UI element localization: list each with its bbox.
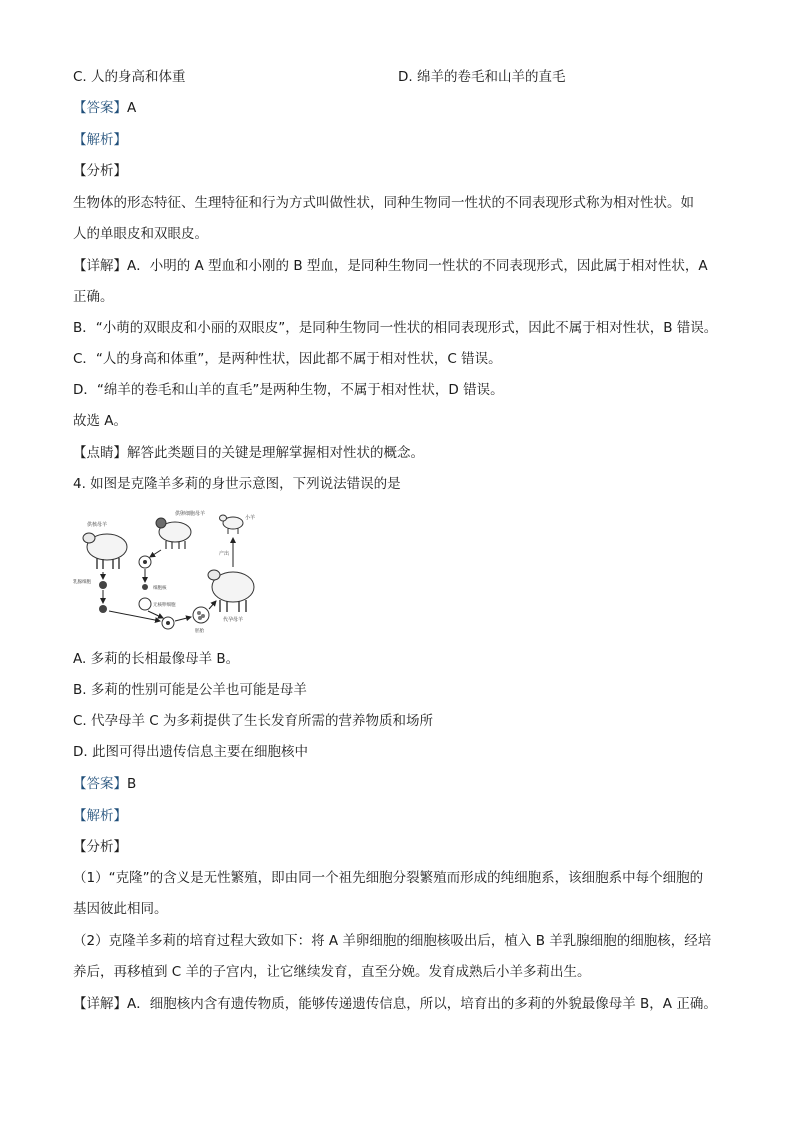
sheep-a-icon <box>83 533 127 569</box>
lamb-icon <box>220 515 244 534</box>
q3-detail-c: C．“人的身高和体重”，是两种性状，因此都不属于相对性状，C 错误。 <box>73 351 502 367</box>
q4-fenxi-tag: 【分析】 <box>73 839 127 855</box>
answer-value: B <box>127 776 137 792</box>
detail-tag: 【详解】 <box>73 258 127 274</box>
cloning-diagram <box>73 505 263 635</box>
label-egg: 无核卵细胞 <box>153 603 176 608</box>
detail-a-text: A．小明的 A 型血和小刚的 B 型血，是同种生物同一性状的不同表现形式，因此属于相对性状，A <box>127 258 708 274</box>
label-embryo: 胚胎 <box>195 629 204 634</box>
label-mammary: 乳腺细胞 <box>73 580 91 585</box>
label-ewe-a: 供核母羊 <box>87 522 108 528</box>
q4-option-a: A. 多莉的长相最像母羊 B。 <box>73 651 240 667</box>
sheep-c-icon <box>208 570 254 612</box>
q3-option-d: D. 绵羊的卷毛和山羊的直毛 <box>398 69 566 85</box>
q3-analysis-tag: 【解析】 <box>73 132 127 148</box>
q4-fenxi-1a: （1）“克隆”的含义是无性繁殖，即由同一个祖先细胞分裂繁殖而形成的纯细胞系，该细胞系中每个细胞的 <box>73 870 704 886</box>
mammary-cell-icon <box>99 581 107 589</box>
q4-detail-a <box>73 994 733 1014</box>
q3-detail-a-2: 正确。 <box>73 289 114 305</box>
label-ewe-c: 代孕母羊 <box>223 617 244 623</box>
q4-option-b: B. 多莉的性别可能是公羊也可能是母羊 <box>73 682 307 698</box>
q4-fenxi-2b: 养后，再移植到 C 羊的子宫内，让它继续发育，直至分娩。发育成熟后小羊多莉出生。 <box>73 964 591 980</box>
q4-analysis-tag: 【解析】 <box>73 808 127 824</box>
answer-tag: 【答案】 <box>73 100 127 116</box>
q4-option-d: D. 此图可得出遗传信息主要在细胞核中 <box>73 744 308 760</box>
answer-value: A <box>127 100 137 116</box>
embryo-icon <box>193 607 209 623</box>
removed-nucleus-icon <box>142 584 148 590</box>
q3-fenxi-text-2: 人的单眼皮和双眼皮。 <box>73 226 208 242</box>
label-birth: 产出 <box>219 551 230 557</box>
q3-conclusion: 故选 A。 <box>73 413 128 429</box>
label-ewe-b: 供卵细胞母羊 <box>175 511 206 517</box>
q4-answer <box>73 774 733 794</box>
tip-text: 解答此类题目的关键是理解掌握相对性状的概念。 <box>127 445 424 461</box>
q3-detail-b: B．“小萌的双眼皮和小丽的双眼皮”，是同种生物同一性状的相同表现形式，因此不属于相对性状，B 错误。 <box>73 320 718 336</box>
q3-tip <box>73 443 733 463</box>
label-lamb: 小羊 <box>245 515 256 521</box>
enucleated-egg-icon <box>139 598 151 610</box>
q3-fenxi-tag: 【分析】 <box>73 163 127 179</box>
q3-answer <box>73 98 733 118</box>
q3-detail-a <box>73 256 733 276</box>
q4-fenxi-1b: 基因彼此相同。 <box>73 901 168 917</box>
label-nucleus: 细胞核 <box>153 586 167 591</box>
detail-tag: 【详解】 <box>73 996 127 1012</box>
q3-fenxi-text-1: 生物体的形态特征、生理特征和行为方式叫做性状，同种生物同一性状的不同表现形式称为相对性状。如 <box>73 195 694 211</box>
answer-tag: 【答案】 <box>73 776 127 792</box>
q4-fenxi-2a: （2）克隆羊多莉的培育过程大致如下：将 A 羊卵细胞的细胞核吸出后，植入 B 羊乳腺细胞的细胞核，经培 <box>73 933 712 949</box>
q4-stem: 4. 如图是克隆羊多莉的身世示意图，下列说法错误的是 <box>73 476 401 492</box>
q3-option-c: C. 人的身高和体重 <box>73 69 186 85</box>
q4-option-c: C. 代孕母羊 C 为多莉提供了生长发育所需的营养物质和场所 <box>73 713 434 729</box>
q3-detail-d: D．“绵羊的卷毛和山羊的直毛”是两种生物，不属于相对性状，D 错误。 <box>73 382 504 398</box>
detail-a-text: A．细胞核内含有遗传物质，能够传递遗传信息，所以，培育出的多莉的外貌最像母羊 B，A 正确。 <box>127 996 717 1012</box>
nucleus-icon-left <box>99 605 107 613</box>
tip-tag: 【点睛】 <box>73 445 127 461</box>
sheep-b-icon <box>156 518 191 549</box>
